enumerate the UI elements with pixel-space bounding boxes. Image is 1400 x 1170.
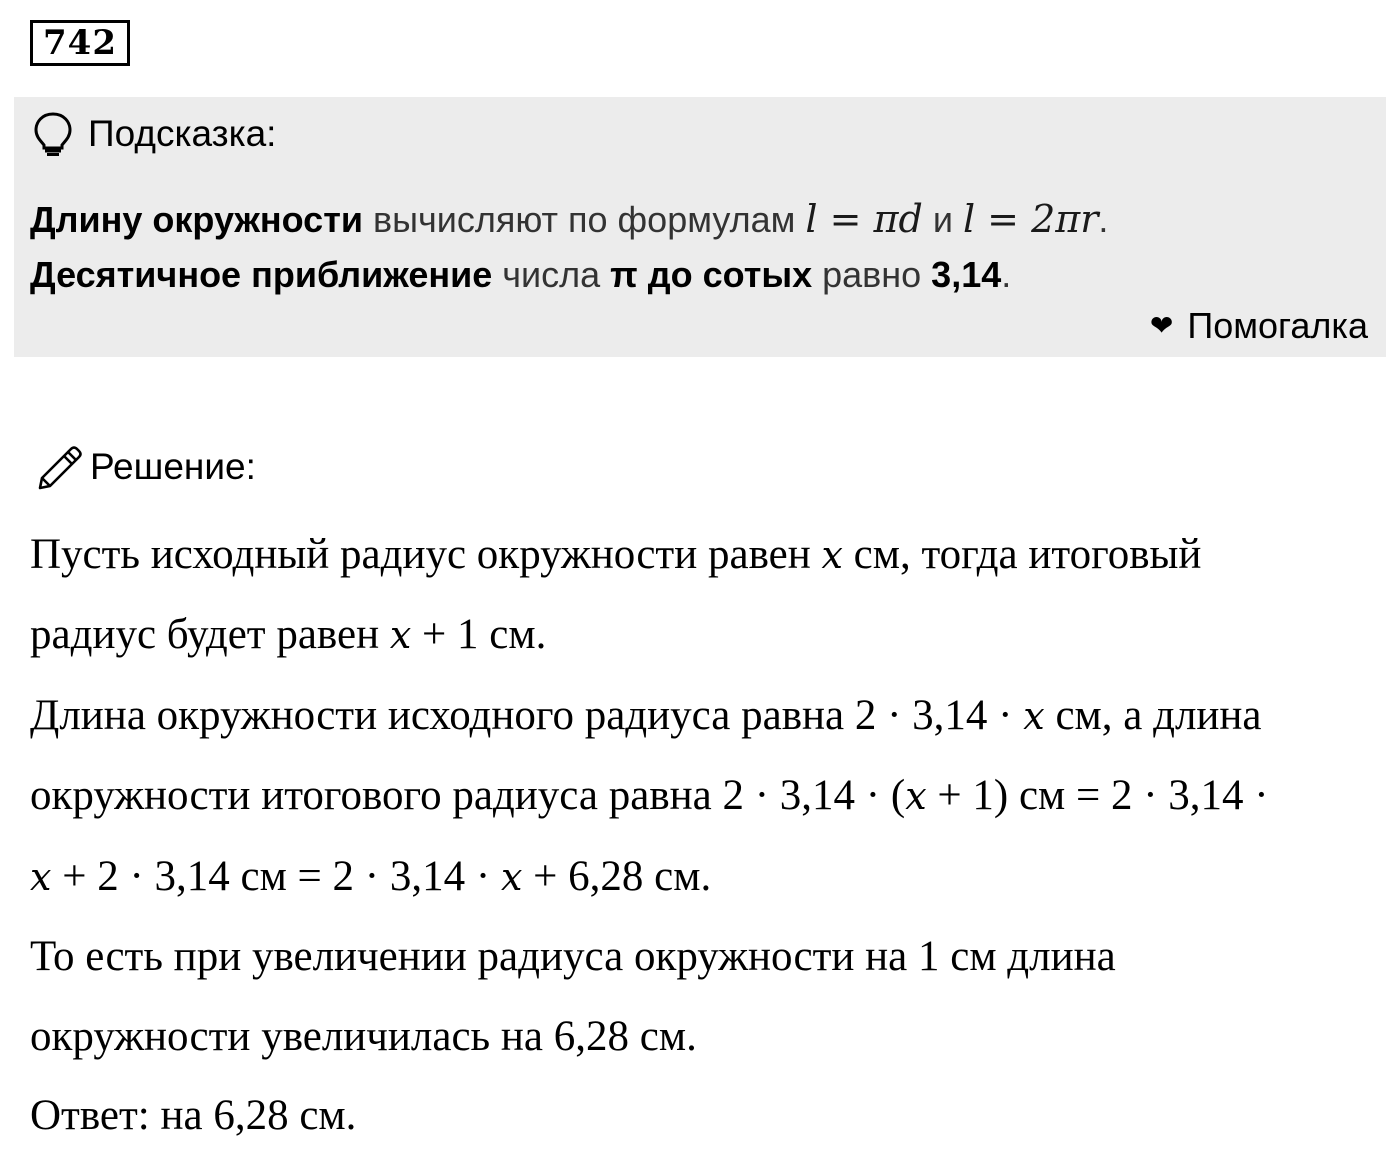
hint-text: вычисляют по формулам — [362, 199, 806, 240]
solution-title: Решение: — [90, 446, 256, 487]
answer-line — [30, 1094, 356, 1137]
variable-x: x — [821, 533, 843, 577]
variable-x: x — [389, 613, 412, 657]
solution-line — [30, 694, 1262, 737]
variable-x: x — [500, 855, 523, 899]
variable-x: x — [30, 855, 52, 899]
hint-title: Подсказка: — [88, 113, 277, 154]
solution-line — [30, 613, 546, 656]
solution-text: окружности итогового радиуса равна 2 · 3,14 · ( — [30, 772, 906, 819]
hint-pi-line — [30, 254, 1011, 296]
heart-icon: ❤ — [1149, 310, 1174, 341]
solution-line — [30, 855, 711, 898]
solution-text: + 1) см = 2 · 3,14 · — [926, 772, 1269, 819]
variable-x: x — [905, 774, 927, 818]
solution-text: радиус будет равен — [30, 611, 390, 658]
solution-text: Длина окружности исходного радиуса равна 2 · 3,14 · — [30, 692, 1024, 739]
hint-bold-term: Десятичное приближение — [30, 254, 493, 295]
solution-line — [30, 774, 1269, 817]
lightbulb-icon — [32, 111, 74, 157]
variable-x: x — [1023, 694, 1045, 738]
solution-text: окружности увеличилась на 6,28 см. — [30, 1013, 697, 1060]
hint-text: равно — [812, 254, 932, 295]
solution-text: + 2 · 3,14 см = 2 · 3,14 · — [51, 853, 501, 900]
brand-link[interactable] — [1150, 305, 1368, 347]
solution-text: см, тогда итоговый — [842, 531, 1202, 578]
hint-bold-term: π до сотых — [610, 254, 813, 295]
hint-pi-value: 3,14 — [931, 254, 1002, 295]
pencil-icon — [34, 442, 84, 492]
formula-radius: l = 2πr — [962, 197, 1099, 241]
solution-text: + 1 см. — [411, 611, 547, 658]
solution-text: Пусть исходный радиус окружности равен — [30, 531, 822, 578]
answer-text: Ответ: на 6,28 см. — [30, 1092, 357, 1139]
task-number-box — [30, 20, 130, 66]
solution-text: + 6,28 см. — [522, 853, 712, 900]
hint-end: . — [1098, 199, 1109, 240]
solution-header — [34, 442, 256, 492]
brand-label: Помогалка — [1187, 305, 1368, 346]
hint-text: числа — [492, 254, 611, 295]
hint-end: . — [1001, 254, 1012, 295]
hint-panel — [14, 97, 1386, 357]
task-number: 742 — [43, 23, 117, 63]
solution-line — [30, 533, 1201, 576]
hint-conj: и — [922, 199, 963, 240]
hint-formula-line — [30, 197, 1108, 241]
solution-line — [30, 935, 1116, 978]
solution-text: см, а длина — [1044, 692, 1262, 739]
solution-line — [30, 1015, 697, 1058]
formula-diameter: l = πd — [805, 197, 923, 241]
solution-text: То есть при увеличении радиуса окружности на 1 см длина — [30, 933, 1116, 980]
hint-header — [32, 111, 276, 157]
hint-bold-term: Длину окружности — [30, 199, 363, 240]
